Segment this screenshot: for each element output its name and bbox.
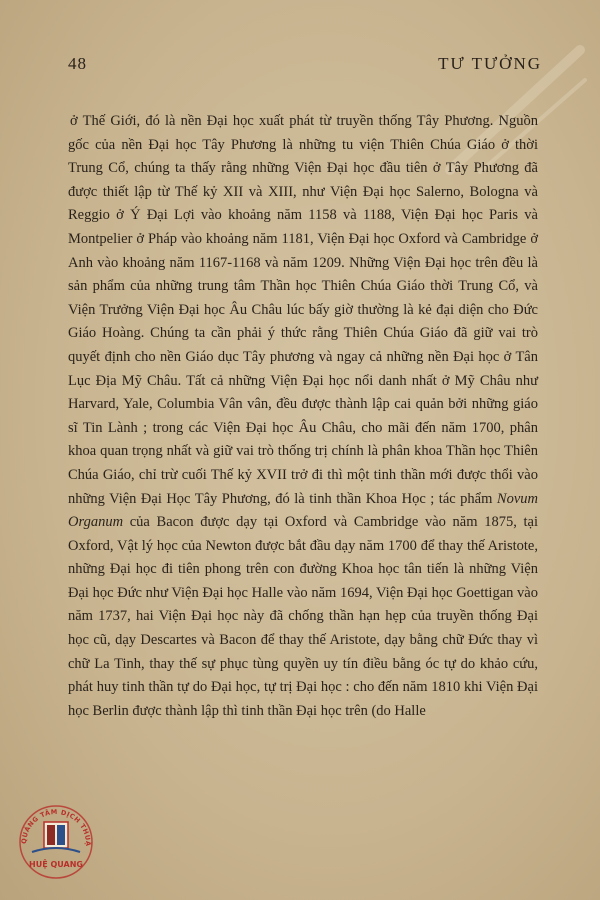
body-paragraph-part-1: ở Thế Giới, đó là nền Đại học xuất phát từ truyền thống Tây Phương. Nguồn gốc của nền Đại học Tây Phương là những tu viện Thiên Chúa Giáo ở thời Trung Cổ, chúng ta thấy rằng những Viện Đại học đầu tiên ở Tây Phương đã được thiết lập từ Thế kỷ XII và XIII, như Viện Đại học Salerno, Bologna và Reggio ở Ý Đại Lợi vào khoảng năm 1158 và 1188, Viện Đại học Paris và Montpelier ở Pháp vào khoảng năm 1181, Viện Đại học Oxford và Cambridge ở Anh vào khoảng năm 1167-1168 và năm 1209. Những Viện Đại học trên đều là sản phẩm của những trung tâm Thần học Thiên Chúa Giáo thời Trung Cổ, và Viện Trưởng Viện Đại học Âu Châu lúc bấy giờ thường là kẻ đại diện cho Đức Giáo Hoàng. Chúng ta cần phải ý thức rằng Thiên Chúa Giáo đã giữ vai trò quyết định cho nền Giáo dục Tây phương và ngay cả những nền Đại học ở Tân Lục Địa Mỹ Châu. Tất cả những Viện Đại học nổi danh nhất ở Mỹ Châu như Harvard, Yale, Columbia Vân vân, đều được thành lập cai quản bởi những giáo sĩ Tin Lành ; trong các Viện Đại học Âu Châu, cho mãi đến năm 1700, phân khoa quan trọng nhất và giữ vai trò thống trị chính là phân khoa Thần học Thiên Chúa Giáo, chỉ trừ cuối Thế kỷ XVII trở đi thì một tinh thần mới được thổi vào những Viện Đại Học Tây Phương, đó là tinh thần Khoa Học ; tác phẩm (68, 113, 538, 507)
page-number: 48 (68, 54, 87, 73)
page-header (58, 48, 542, 78)
seal-arc-text: QUẢNG TÂM DỊCH THUẬ (19, 807, 93, 847)
body-paragraph-part-2: của Bacon được dạy tại Oxford và Cambridge vào năm 1875, tại Oxford, Vật lý học của Newton được bắt đầu dạy năm 1700 để thay thế Aristote, những Đại học đi tiên phong trên con đường Khoa học tân tiến là những Viện Đại học Đức như Viện Đại học Halle vào năm 1694, Viện Đại học Goettigan vào năm 1737, hai Viện Đại học này đã chống thần hạn hẹp của truyền thống Đại học cũ, dạy Descartes và Bacon để thay thế Aristote, dạy bằng chữ Đức thay vì chữ La Tinh, thay thế sự phục tùng quyền uy tín điều bằng óc tự do khảo cứu, phát huy tinh thần tự do Đại học, tự trị Đại học : cho đến năm 1810 khi Viện Đại học Berlin được thành lập thì tinh thần Đại học trên (do Halle (68, 514, 538, 719)
body-text (68, 110, 538, 723)
running-title: TƯ TƯỞNG (438, 54, 542, 73)
seal-label: HUỆ QUANG (29, 860, 83, 869)
book-title-italic: Novum Organum (68, 490, 538, 531)
library-seal (14, 800, 98, 884)
seal-emblem-icon (14, 800, 98, 884)
